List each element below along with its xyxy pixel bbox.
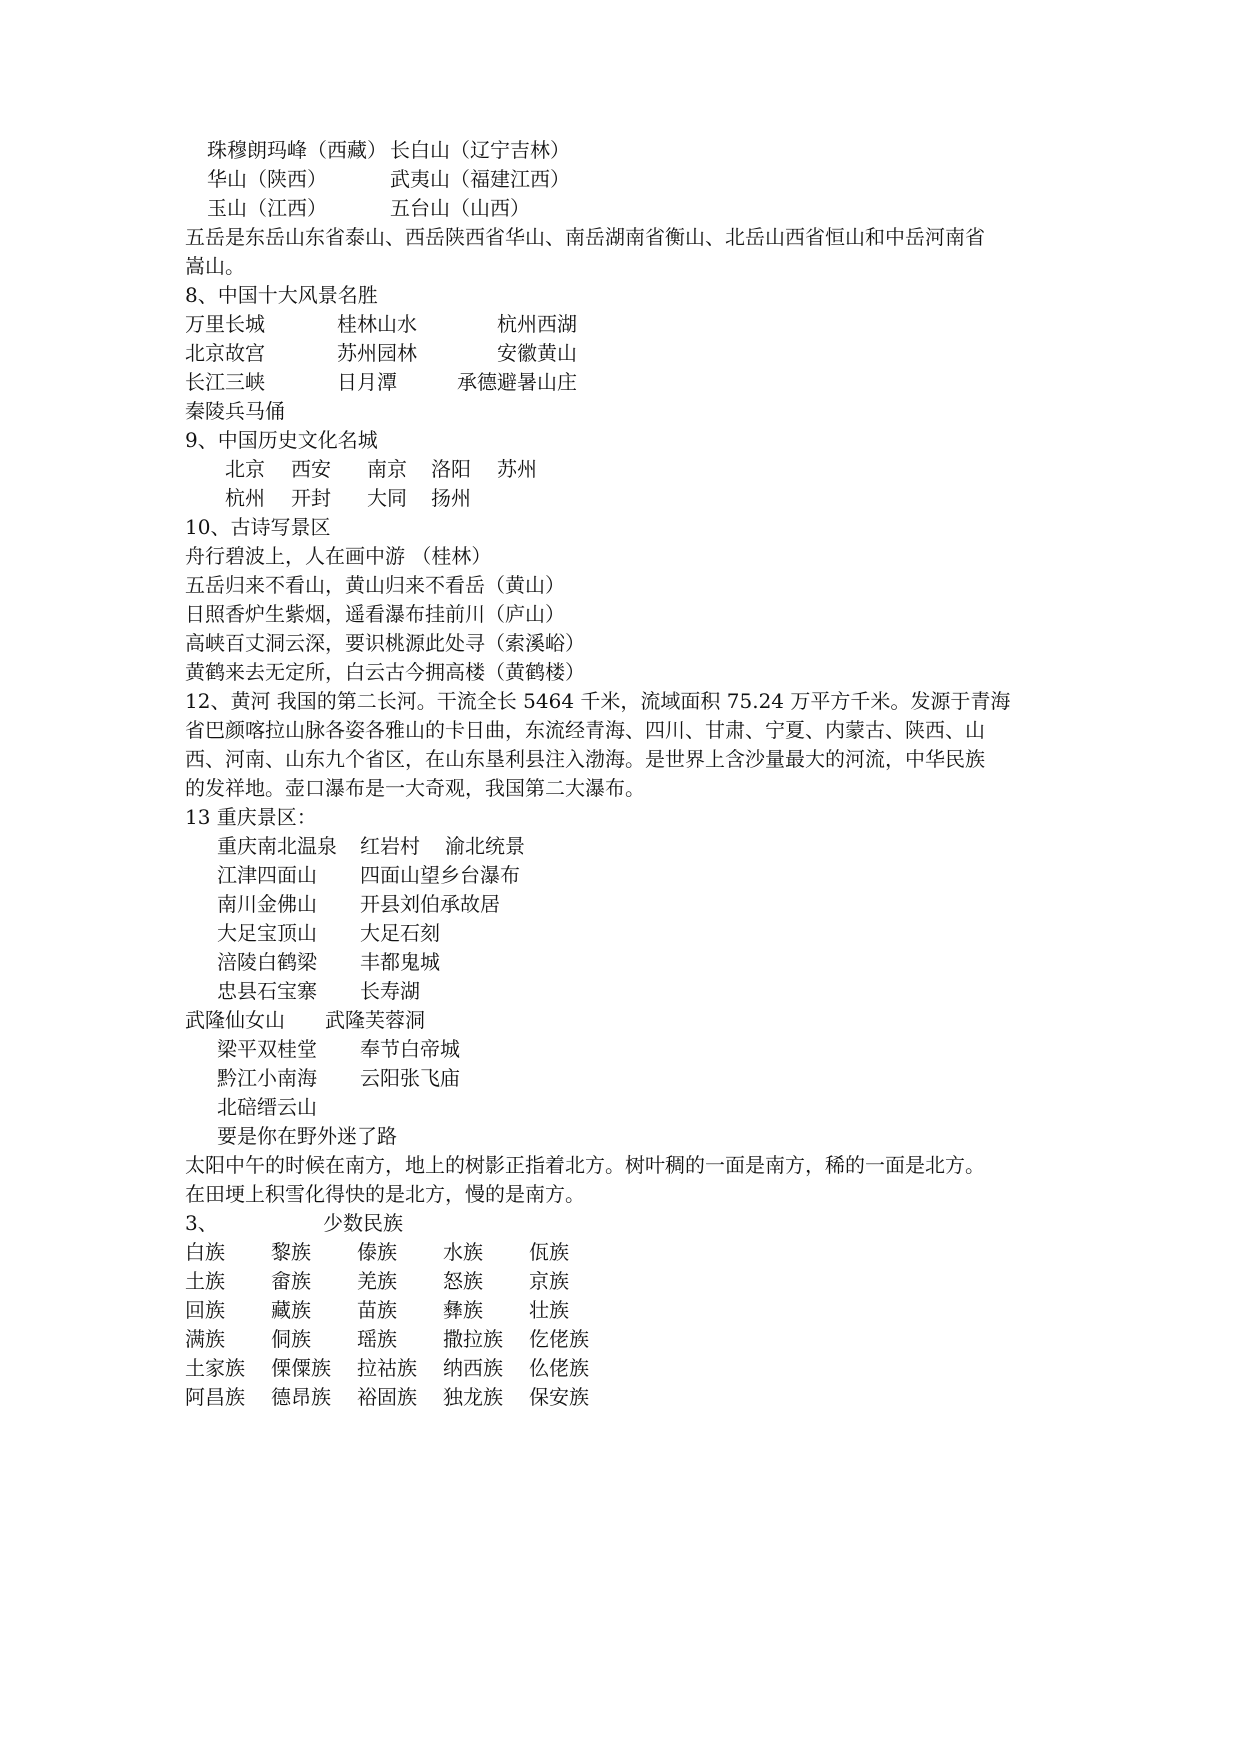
spot-item: 涪陵白鹤梁: [217, 950, 317, 974]
mountain-name: 玉山（江西）: [207, 196, 327, 220]
spot-item: 红岩村: [360, 834, 420, 858]
city-item: 扬州: [431, 486, 471, 510]
scenic-item: 北京故宫: [185, 341, 265, 365]
ethnic-item: 羌族: [357, 1269, 397, 1293]
mountain-name: 华山（陕西）: [207, 167, 327, 191]
ethnic-item: 侗族: [271, 1327, 311, 1351]
paragraph-line: 西、河南、山东九个省区，在山东垦利县注入渤海。是世界上含沙量最大的河流，中华民族: [185, 747, 985, 771]
paragraph-line: 省巴颜喀拉山脉各姿各雅山的卡日曲，东流经青海、四川、甘肃、宁夏、内蒙古、陕西、山: [185, 718, 985, 742]
spot-item: 丰都鬼城: [360, 950, 440, 974]
lost-title: 要是你在野外迷了路: [217, 1124, 397, 1148]
ethnic-item: 黎族: [271, 1240, 311, 1264]
scenic-item: 杭州西湖: [497, 312, 577, 336]
city-item: 南京: [367, 457, 407, 481]
spot-item: 黔江小南海: [217, 1066, 317, 1090]
ethnic-item: 仫佬族: [529, 1356, 589, 1380]
ethnic-item: 回族: [185, 1298, 225, 1322]
ethnic-item: 佤族: [529, 1240, 569, 1264]
ethnic-number: 3、: [185, 1211, 218, 1235]
ethnic-item: 傈僳族: [271, 1356, 331, 1380]
city-item: 洛阳: [431, 457, 471, 481]
ethnic-item: 彝族: [443, 1298, 483, 1322]
section-heading: 10、古诗写景区: [185, 515, 331, 539]
section-heading: 8、中国十大风景名胜: [185, 283, 378, 307]
ethnic-item: 独龙族: [443, 1385, 503, 1409]
spot-item: 渝北统景: [445, 834, 525, 858]
ethnic-item: 京族: [529, 1269, 569, 1293]
scenic-item: 安徽黄山: [497, 341, 577, 365]
ethnic-item: 拉祜族: [357, 1356, 417, 1380]
ethnic-item: 瑶族: [357, 1327, 397, 1351]
ethnic-item: 土族: [185, 1269, 225, 1293]
city-item: 大同: [367, 486, 407, 510]
spot-item: 忠县石宝寨: [217, 979, 317, 1003]
scenic-item: 万里长城: [185, 312, 265, 336]
ethnic-item: 苗族: [357, 1298, 397, 1322]
scenic-item: 日月潭: [337, 370, 397, 394]
spot-item: 北碚缙云山: [217, 1095, 317, 1119]
ethnic-item: 怒族: [443, 1269, 483, 1293]
poem-line: 黄鹤来去无定所，白云古今拥高楼（黄鹤楼）: [185, 660, 585, 684]
paragraph-line: 嵩山。: [185, 254, 245, 278]
spot-item: 重庆南北温泉: [217, 834, 337, 858]
ethnic-item: 藏族: [271, 1298, 311, 1322]
paragraph-line: 在田埂上积雪化得快的是北方，慢的是南方。: [185, 1182, 585, 1206]
ethnic-item: 满族: [185, 1327, 225, 1351]
poem-line: 高峡百丈洞云深，要识桃源此处寻（索溪峪）: [185, 631, 585, 655]
spot-item: 奉节白帝城: [360, 1037, 460, 1061]
mountain-name: 珠穆朗玛峰（西藏）: [207, 138, 387, 162]
spot-item: 梁平双桂堂: [217, 1037, 317, 1061]
mountain-name: 长白山（辽宁吉林）: [390, 138, 570, 162]
ethnic-item: 水族: [443, 1240, 483, 1264]
paragraph-line: 五岳是东岳山东省泰山、西岳陕西省华山、南岳湖南省衡山、北岳山西省恒山和中岳河南省: [185, 225, 985, 249]
ethnic-item: 德昂族: [271, 1385, 331, 1409]
spot-item: 江津四面山: [217, 863, 317, 887]
ethnic-item: 土家族: [185, 1356, 245, 1380]
paragraph-line: 的发祥地。壶口瀑布是一大奇观，我国第二大瀑布。: [185, 776, 645, 800]
poem-line: 日照香炉生紫烟，遥看瀑布挂前川（庐山）: [185, 602, 565, 626]
scenic-item: 苏州园林: [337, 341, 417, 365]
scenic-item: 秦陵兵马俑: [185, 399, 285, 423]
ethnic-item: 阿昌族: [185, 1385, 245, 1409]
ethnic-item: 白族: [185, 1240, 225, 1264]
poem-line: 五岳归来不看山，黄山归来不看岳（黄山）: [185, 573, 565, 597]
ethnic-item: 裕固族: [357, 1385, 417, 1409]
city-item: 西安: [291, 457, 331, 481]
ethnic-item: 纳西族: [443, 1356, 503, 1380]
ethnic-title: 少数民族: [323, 1211, 403, 1235]
scenic-item: 承德避暑山庄: [457, 370, 577, 394]
ethnic-item: 撒拉族: [443, 1327, 503, 1351]
city-item: 北京: [225, 457, 265, 481]
poem-line: 舟行碧波上，人在画中游 （桂林）: [185, 544, 492, 568]
ethnic-item: 仡佬族: [529, 1327, 589, 1351]
section-heading: 13 重庆景区：: [185, 805, 317, 829]
spot-item: 武隆芙蓉洞: [325, 1008, 425, 1032]
spot-item: 大足宝顶山: [217, 921, 317, 945]
paragraph-line: 12、黄河 我国的第二长河。干流全长 5464 千米，流域面积 75.24 万平方千米。发源于青海: [185, 689, 1011, 713]
spot-item: 南川金佛山: [217, 892, 317, 916]
scenic-item: 桂林山水: [337, 312, 417, 336]
city-item: 开封: [291, 486, 331, 510]
ethnic-item: 壮族: [529, 1298, 569, 1322]
mountain-name: 武夷山（福建江西）: [390, 167, 570, 191]
ethnic-item: 保安族: [529, 1385, 589, 1409]
mountain-name: 五台山（山西）: [390, 196, 530, 220]
spot-item: 大足石刻: [360, 921, 440, 945]
ethnic-item: 傣族: [357, 1240, 397, 1264]
section-heading: 9、中国历史文化名城: [185, 428, 378, 452]
paragraph-line: 太阳中午的时候在南方，地上的树影正指着北方。树叶稠的一面是南方，稀的一面是北方。: [185, 1153, 985, 1177]
scenic-item: 长江三峡: [185, 370, 265, 394]
spot-item: 云阳张飞庙: [360, 1066, 460, 1090]
spot-item: 开县刘伯承故居: [360, 892, 500, 916]
ethnic-item: 畲族: [271, 1269, 311, 1293]
spot-item: 四面山望乡台瀑布: [360, 863, 520, 887]
spot-item: 长寿湖: [360, 979, 420, 1003]
city-item: 苏州: [497, 457, 537, 481]
city-item: 杭州: [225, 486, 265, 510]
spot-item: 武隆仙女山: [185, 1008, 285, 1032]
